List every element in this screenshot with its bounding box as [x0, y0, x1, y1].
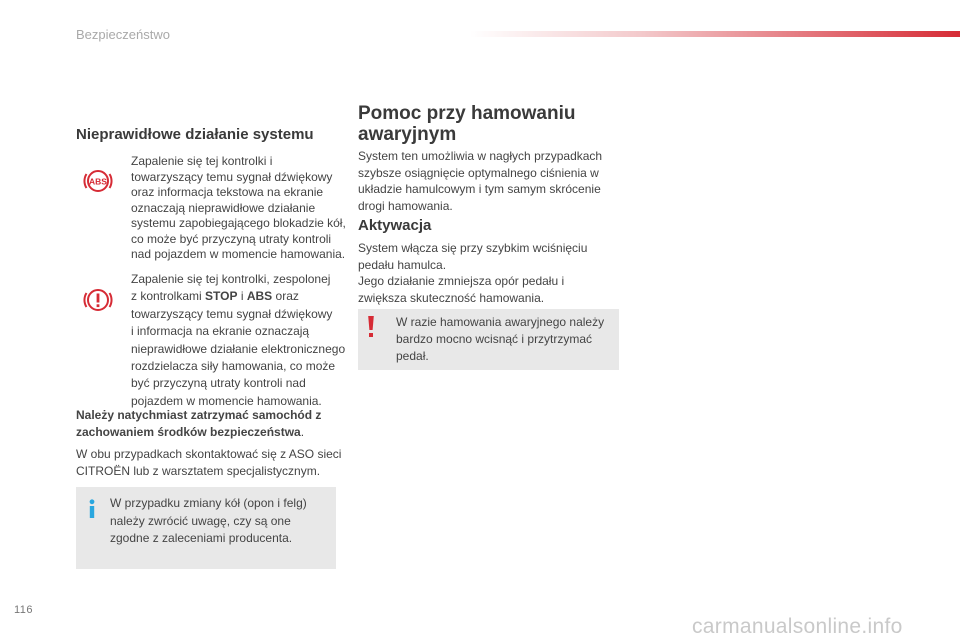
stop-abs-description: Zapalenie się tej kontrolki, zespolonej z kontrolkami STOP i ABS oraz towarzyszący temu sygnał dźwiękowy i informacja na ekranie oznaczają nieprawidłowe działanie elektronicznego rozdzielacza siły hamowania, co może być przyczyną utraty kontroli nad pojazdem w momencie hamowania.	[131, 272, 346, 408]
brake-warning-icon	[82, 284, 114, 316]
left-heading: Nieprawidłowe działanie systemu	[76, 126, 314, 143]
page-number: 116	[14, 604, 34, 616]
activation-text: System włącza się przy szybkim wciśnięciu pedału hamulca. Jego działanie zmniejsza opór pedału i zwiększa skuteczność hamowania.	[358, 241, 588, 305]
abs-description: Zapalenie się tej kontrolki i towarzyszący temu sygnał dźwiękowy oraz informacja tekstowa na ekranie oznaczają nieprawidłowe działanie systemu zapobiegającego blokadzie kół, co może być przyczyną utraty kontroli nad pojazdem w momencie hamowania.	[131, 154, 346, 261]
info-icon	[86, 499, 98, 519]
stop-warning: Należy natychmiast zatrzymać samochód z zachowaniem środków bezpieczeństwa.	[76, 408, 322, 439]
svg-text:ABS: ABS	[89, 176, 107, 187]
info-note-text: W przypadku zmiany kół (opon i felg) należy zwrócić uwagę, czy są one zgodne z zaleceniami producenta.	[110, 496, 307, 545]
warning-note-text: W razie hamowania awaryjnego należy bardzo mocno wcisnąć i przytrzymać pedał.	[396, 315, 605, 363]
abs-warning-icon	[82, 165, 114, 197]
exclamation-icon	[366, 316, 376, 338]
contact-service: W obu przypadkach skontaktować się z ASO sieci CITROËN lub z warsztatem specjalistycznym.	[76, 447, 342, 478]
header-accent-bar	[470, 31, 960, 37]
brake-assist-intro: System ten umożliwia w nagłych przypadkach szybsze osiągnięcie optymalnego ciśnienia w układzie hamulcowym i tym samym skrócenie drogi hamowania.	[358, 149, 603, 213]
activation-heading: Aktywacja	[358, 217, 432, 234]
page-header-title: Bezpieczeństwo	[76, 27, 170, 42]
watermark: carmanualsonline.info	[692, 615, 903, 638]
right-heading: Pomoc przy hamowaniu awaryjnym	[358, 103, 576, 145]
